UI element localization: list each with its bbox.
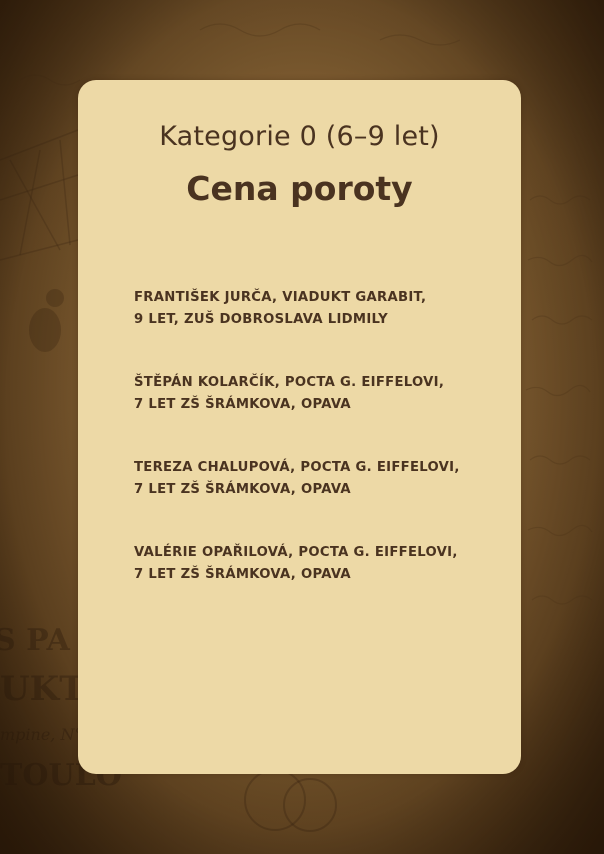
award-title: Cena poroty: [186, 169, 413, 208]
entry-item: [134, 457, 504, 501]
entry-line-1: TEREZA CHALUPOVÁ, POCTA G. EIFFELOVI,: [134, 460, 460, 475]
award-card: [78, 80, 521, 774]
entry-item: [134, 542, 504, 586]
entry-line-1: FRANTIŠEK JURČA, VIADUKT GARABIT,: [134, 290, 427, 305]
entry-line-2: 7 LET ZŠ ŠRÁMKOVA, OPAVA: [134, 567, 351, 582]
entry-line-2: 7 LET ZŠ ŠRÁMKOVA, OPAVA: [134, 482, 351, 497]
entry-item: [134, 287, 504, 331]
category-heading: Kategorie 0 (6–9 let): [159, 121, 440, 152]
entry-line-1: ŠTĚPÁN KOLARČÍK, POCTA G. EIFFELOVI,: [134, 375, 445, 390]
entry-item: [134, 372, 504, 416]
entry-line-1: VALÉRIE OPAŘILOVÁ, POCTA G. EIFFELOVI,: [134, 545, 458, 560]
entry-line-2: 7 LET ZŠ ŠRÁMKOVA, OPAVA: [134, 397, 351, 412]
entry-line-2: 9 LET, ZUŠ DOBROSLAVA LIDMILY: [134, 312, 389, 327]
